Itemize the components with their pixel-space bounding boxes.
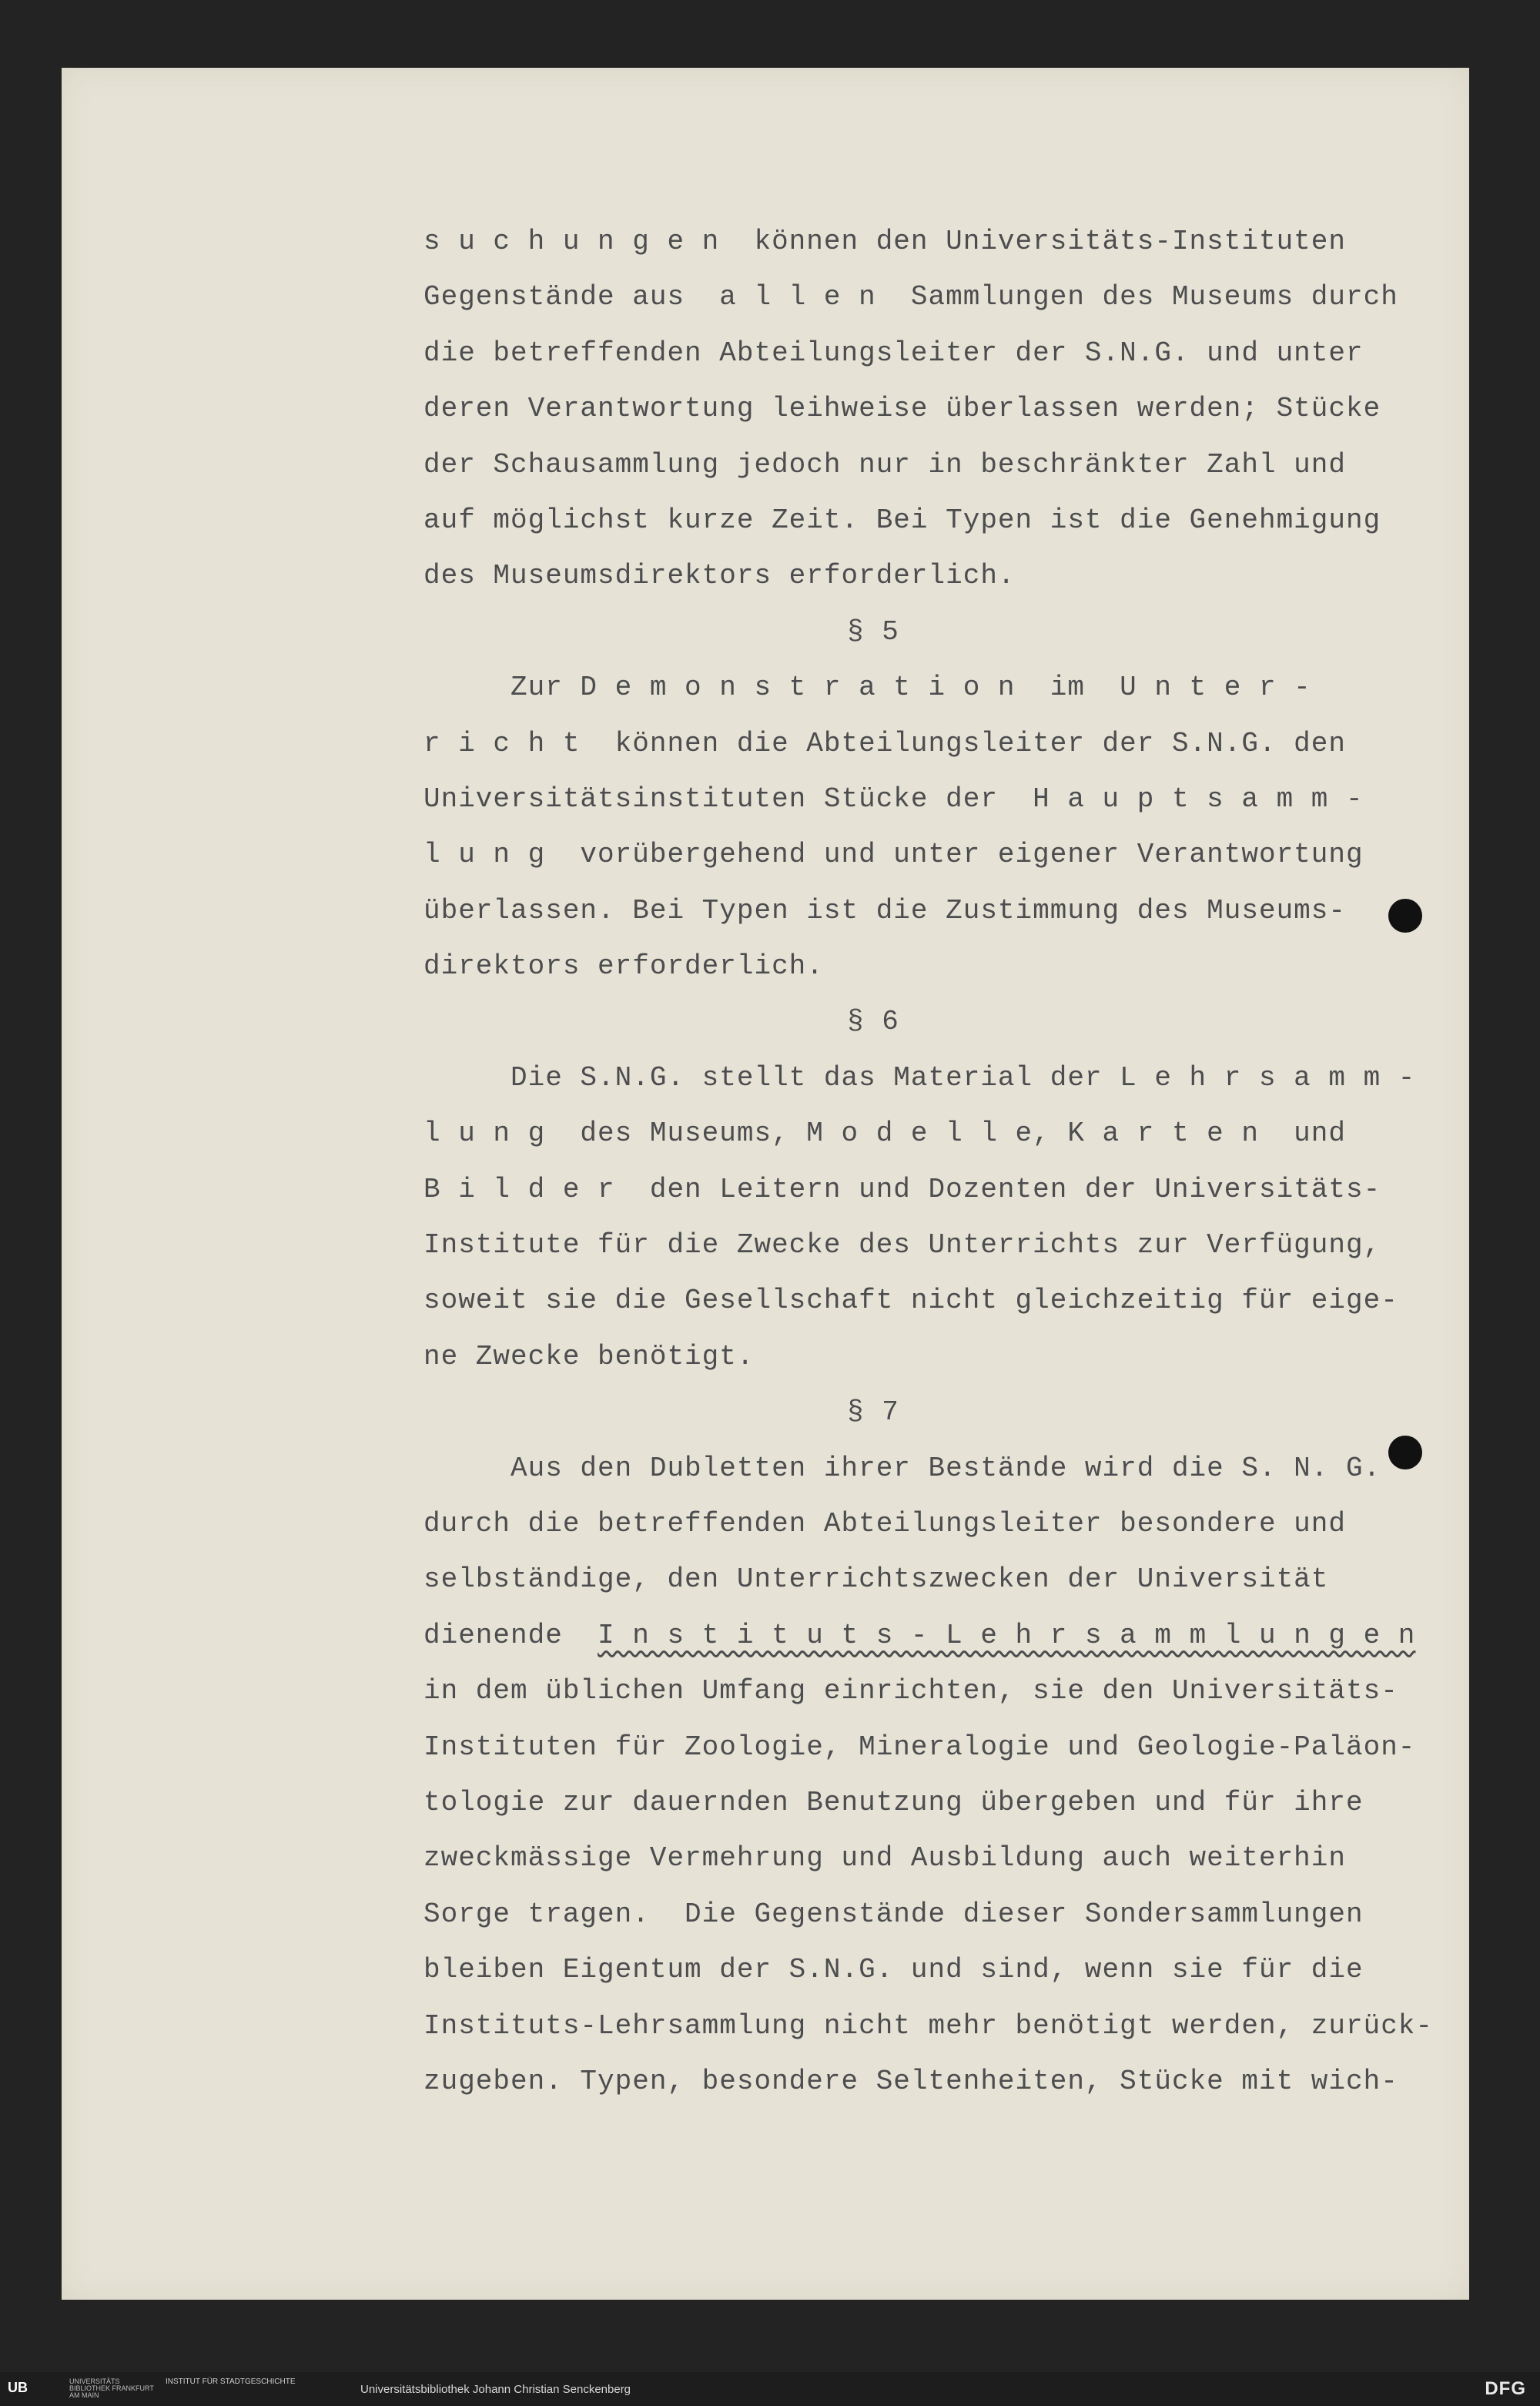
text-line: zugeben. Typen, besondere Seltenheiten, Stücke mit wich-: [424, 2065, 1398, 2097]
text-line: l u n g des Museums, M o d e l l e, K a r t e n und: [424, 1118, 1346, 1150]
punch-hole-upper: [1388, 899, 1422, 933]
document-page: [62, 68, 1469, 2300]
text-line: überlassen. Bei Typen ist die Zustimmung des Museums-: [424, 894, 1346, 927]
dfg-logo: DFG: [1485, 2378, 1526, 2399]
text-line: deren Verantwortung leihweise überlassen werden; Stücke: [424, 393, 1381, 425]
text-line: Die S.N.G. stellt das Material der L e h r s a m m -: [424, 1061, 1416, 1094]
text-line: tologie zur dauernden Benutzung übergeben und für ihre: [424, 1786, 1364, 1818]
ub-logo-subtitle: UNIVERSITÄTS BIBLIOTHEK FRANKFURT AM MAIN: [69, 2378, 154, 2399]
text-line: Gegenstände aus a l l e n Sammlungen des Museums durch: [424, 281, 1398, 313]
text-line: r i c h t können die Abteilungsleiter der S.N.G. den: [424, 727, 1346, 759]
isg-logo: INSTITUT FÜR STADTGESCHICHTE: [166, 2378, 296, 2386]
ub-logo: UB: [8, 2380, 28, 2395]
text-line: s u c h u n g e n können den Universitäts-Instituten: [424, 226, 1346, 257]
text-line: auf möglichst kurze Zeit. Bei Typen ist die Genehmigung: [424, 504, 1381, 536]
text-line: Institute für die Zwecke des Unterrichts zur Verfügung,: [424, 1229, 1381, 1262]
section-heading: § 7: [847, 1396, 899, 1429]
text-line: direktors erforderlich.: [424, 950, 824, 983]
text-line: Instituten für Zoologie, Mineralogie und Geologie-Paläon-: [424, 1731, 1416, 1763]
text-line: zweckmässige Vermehrung und Ausbildung auch weiterhin: [424, 1842, 1346, 1875]
text-line: B i l d e r den Leitern und Dozenten der Universitäts-: [424, 1173, 1381, 1205]
section-heading: § 6: [847, 1006, 899, 1038]
text-line: ne Zwecke benötigt.: [424, 1340, 755, 1372]
text-line: selbständige, den Unterrichtszwecken der Universität: [424, 1563, 1329, 1596]
text-line: der Schausammlung jedoch nur in beschränkter Zahl und: [424, 448, 1346, 481]
text-line: bleiben Eigentum der S.N.G. und sind, wenn sie für die: [424, 1954, 1364, 1986]
wavy-underlined-term: I n s t i t u t s - L e h r s a m m l u n g e n: [598, 1619, 1416, 1651]
text-line: durch die betreffenden Abteilungsleiter besondere und: [424, 1507, 1346, 1540]
text-line: soweit sie die Gesellschaft nicht gleichzeitig für eige-: [424, 1285, 1398, 1317]
section-heading: § 5: [847, 615, 899, 648]
text-line: Instituts-Lehrsammlung nicht mehr benötigt werden, zurück-: [424, 2009, 1434, 2042]
text-line: dienende I n s t i t u t s - L e h r s a m m l u n g e n: [424, 1619, 1416, 1651]
text-line: des Museumsdirektors erforderlich.: [424, 560, 1016, 592]
text-line: Zur D e m o n s t r a t i o n im U n t e r -: [424, 672, 1311, 704]
text-line: l u n g vorübergehend und unter eigener Verantwortung: [424, 839, 1364, 871]
typewritten-text: [424, 214, 1486, 2109]
text-line: in dem üblichen Umfang einrichten, sie den Universitäts-: [424, 1675, 1398, 1707]
library-name: Universitätsbibliothek Johann Christian Senckenberg: [360, 2383, 631, 2396]
text-line: Sorge tragen. Die Gegenstände dieser Sondersammlungen: [424, 1898, 1364, 1930]
text-line: Aus den Dubletten ihrer Bestände wird die S. N. G.: [424, 1452, 1381, 1484]
punch-hole-lower: [1388, 1436, 1422, 1469]
text-line: Universitätsinstituten Stücke der H a u p t s a m m -: [424, 782, 1364, 815]
viewer-footer: [0, 2372, 1540, 2406]
text-line: die betreffenden Abteilungsleiter der S.N.G. und unter: [424, 337, 1364, 369]
